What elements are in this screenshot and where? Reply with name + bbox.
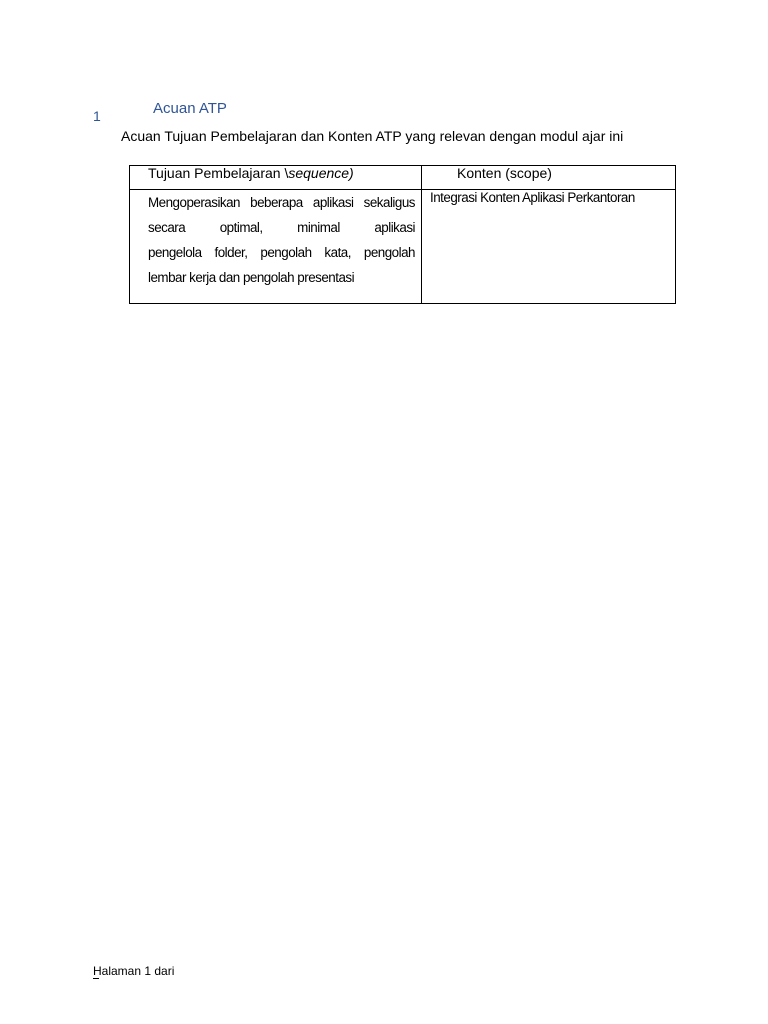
tujuan-line: lembar kerja dan pengolah presentasi [148, 270, 355, 285]
table-header-row [130, 166, 676, 190]
cell-tujuan-pembelajaran [130, 190, 422, 304]
section-number: 1 [93, 108, 101, 124]
header-tujuan-italic: sequence) [288, 165, 354, 181]
header-konten: Konten (scope) [422, 166, 676, 190]
page-footer: Halaman 1 dari [93, 964, 175, 978]
tujuan-line: pengelola folder, pengolah kata, pengolah [148, 245, 415, 260]
footer-cutoff-mark [93, 978, 99, 983]
atp-table [129, 165, 676, 304]
tujuan-line: secara optimal, minimal aplikasi [148, 220, 415, 235]
section-intro: Acuan Tujuan Pembelajaran dan Konten ATP yang relevan dengan modul ajar ini [121, 128, 624, 144]
section-title: Acuan ATP [153, 100, 227, 117]
header-tujuan-pembelajaran [130, 166, 422, 190]
tujuan-line: Mengoperasikan beberapa aplikasi sekaligus [148, 195, 415, 210]
header-tujuan-prefix: Tujuan Pembelajaran \ [148, 165, 289, 181]
table-row [130, 190, 676, 304]
cell-konten: Integrasi Konten Aplikasi Perkantoran [422, 190, 676, 304]
